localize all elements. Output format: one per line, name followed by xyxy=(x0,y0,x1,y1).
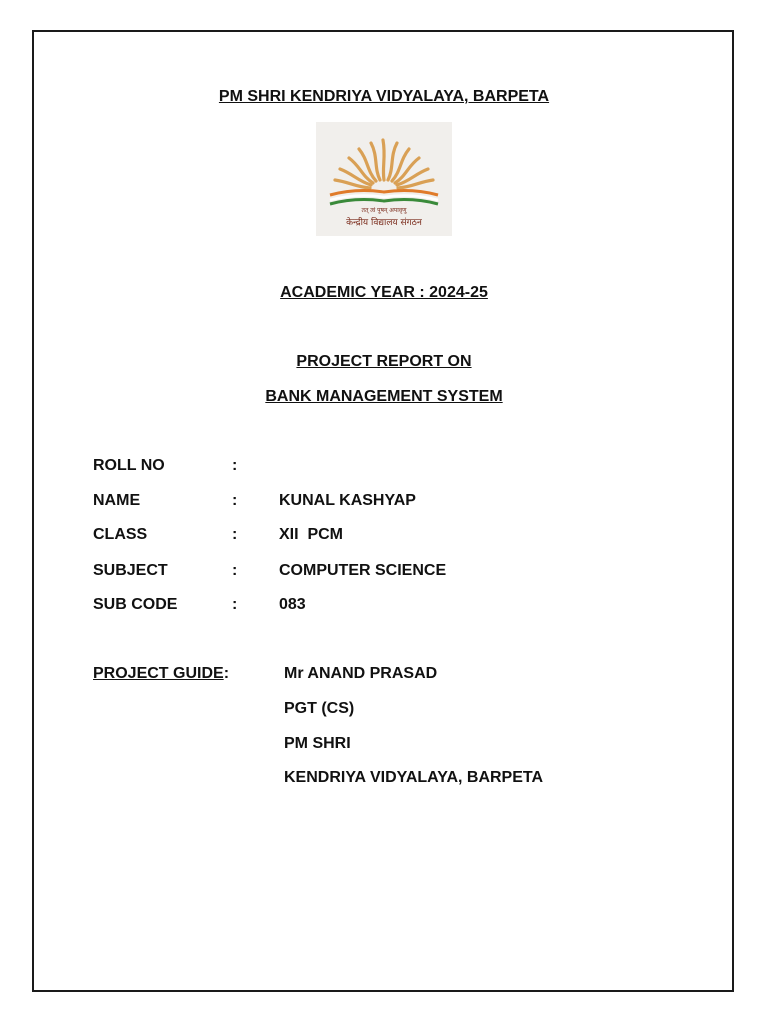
report-heading: PROJECT REPORT ON xyxy=(296,353,472,370)
project-guide-label xyxy=(93,664,229,684)
detail-label: SUBJECT xyxy=(93,562,168,579)
detail-colon: : xyxy=(232,562,238,579)
guide-line: KENDRIYA VIDYALAYA, BARPETA xyxy=(284,769,544,786)
detail-colon: : xyxy=(232,457,238,474)
guide-line: PGT (CS) xyxy=(284,700,355,717)
report-title: BANK MANAGEMENT SYSTEM xyxy=(265,388,503,405)
detail-value: COMPUTER SCIENCE xyxy=(279,562,447,579)
logo-name: केन्द्रीय विद्यालय संगठन xyxy=(346,218,422,228)
logo-tagline: तत् त्वं पूषन् अपावृणु xyxy=(361,207,407,214)
guide-line: Mr ANAND PRASAD xyxy=(284,665,438,682)
detail-value: XII PCM xyxy=(279,526,344,543)
project-guide-colon: : xyxy=(223,665,230,682)
detail-colon: : xyxy=(232,596,238,613)
academic-year: ACADEMIC YEAR : 2024-25 xyxy=(280,284,488,301)
project-guide-label-text: PROJECT GUIDE xyxy=(93,665,224,682)
detail-value: KUNAL KASHYAP xyxy=(279,492,416,509)
detail-colon: : xyxy=(232,492,238,509)
detail-label: ROLL NO xyxy=(93,457,165,474)
detail-label: NAME xyxy=(93,492,141,509)
school-name: PM SHRI KENDRIYA VIDYALAYA, BARPETA xyxy=(218,88,550,105)
detail-value: 083 xyxy=(279,596,306,613)
detail-label: SUB CODE xyxy=(93,596,178,613)
guide-line: PM SHRI xyxy=(284,735,351,752)
kvs-logo xyxy=(316,122,452,236)
detail-label: CLASS xyxy=(93,526,148,543)
detail-colon: : xyxy=(232,526,238,543)
